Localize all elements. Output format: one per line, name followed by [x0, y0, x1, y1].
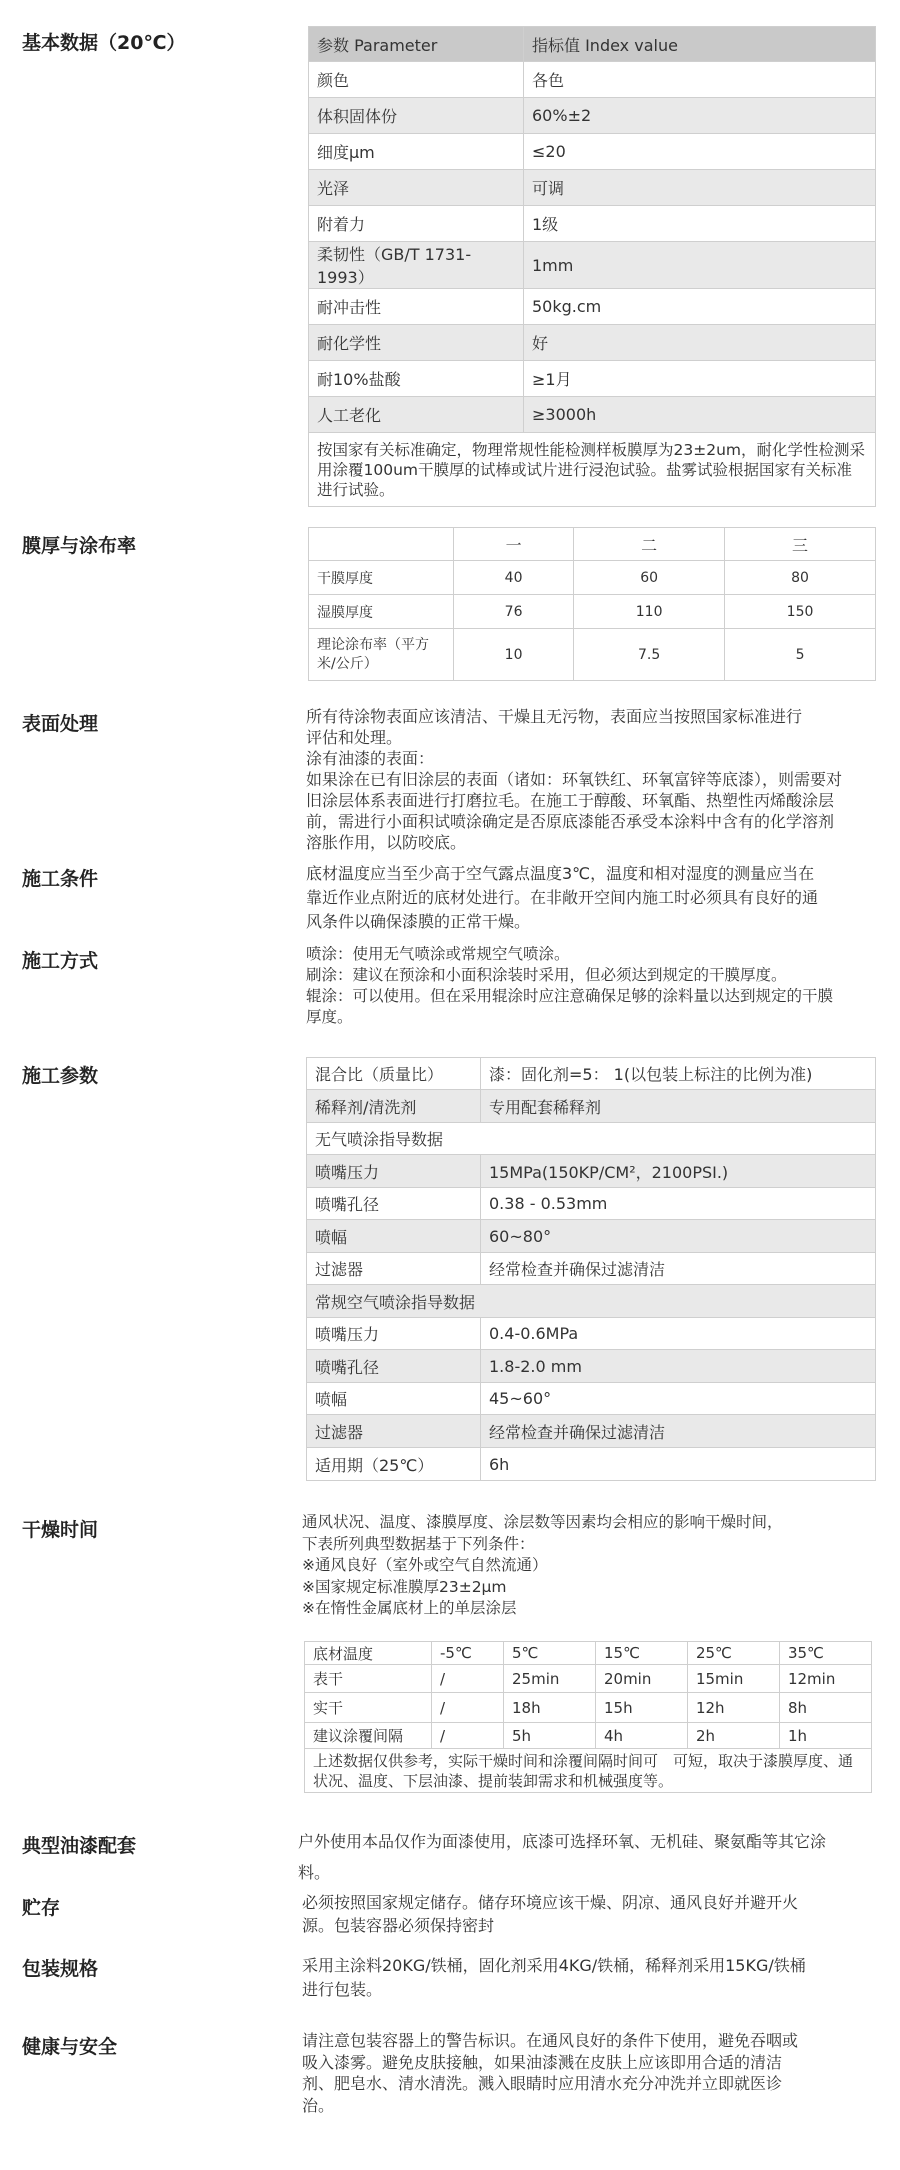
params-label: 过滤器 — [307, 1253, 481, 1285]
params-value: 6h — [481, 1448, 876, 1481]
safety-line: 吸入漆雾。避免皮肤接触，如果油漆溅在皮肤上应该即用合适的清洁 — [302, 2052, 783, 2072]
film-cell: 80 — [725, 561, 876, 595]
condition-text — [306, 862, 818, 934]
params-label: 喷幅 — [307, 1383, 481, 1415]
surface-text — [306, 706, 842, 853]
film-row-label: 湿膜厚度 — [309, 595, 454, 629]
params-value: 60~80° — [481, 1220, 876, 1253]
method-line: 刷涂：建议在预涂和小面积涂装时采用，但必须达到规定的干膜厚度。 — [306, 966, 787, 984]
params-value: 15MPa(150KP/CM²，2100PSI.) — [481, 1155, 876, 1188]
dry-row-label: 建议涂覆间隔 — [305, 1723, 432, 1749]
params-subheading: 常规空气喷涂指导数据 — [307, 1285, 876, 1318]
film-row-label: 干膜厚度 — [309, 561, 454, 595]
basic-value: ≥1月 — [524, 361, 876, 397]
basic-value: 1级 — [524, 206, 876, 242]
params-label: 过滤器 — [307, 1415, 481, 1448]
dry-cell: 15min — [687, 1665, 779, 1693]
params-label: 喷嘴孔径 — [307, 1188, 481, 1220]
surface-line: 涂有油漆的表面： — [306, 749, 435, 768]
basic-param: 耐化学性 — [309, 325, 524, 361]
dry-table — [304, 1641, 872, 1793]
package-line: 采用主涂料20KG/铁桶，固化剂采用4KG/铁桶，稀释剂采用15KG/铁桶 — [302, 1956, 806, 1975]
basic-value: ≤20 — [524, 134, 876, 170]
dry-cell: 25min — [504, 1665, 596, 1693]
dry-text — [302, 1512, 783, 1620]
film-header-col: 三 — [725, 528, 876, 561]
system-heading: 典型油漆配套 — [22, 1835, 137, 1857]
params-value: 1.8-2.0 mm — [481, 1350, 876, 1383]
condition-heading: 施工条件 — [22, 868, 99, 890]
dry-row-label: 实干 — [305, 1693, 432, 1723]
dry-cell: 1h — [779, 1723, 871, 1749]
basic-param: 耐10%盐酸 — [309, 361, 524, 397]
dry-header-label: 底材温度 — [305, 1642, 432, 1665]
params-table — [306, 1057, 876, 1481]
surface-line: 所有待涂物表面应该清洁、干燥且无污物，表面应当按照国家标准进行 — [306, 707, 803, 726]
params-value: 经常检查并确保过滤清洁 — [481, 1253, 876, 1285]
basic-data-table — [308, 26, 876, 507]
dry-cell: 20min — [595, 1665, 687, 1693]
package-line: 进行包装。 — [302, 1980, 383, 1999]
surface-line: 前，需进行小面积试喷涂确定是否原底漆能否承受本涂料中含有的化学溶剂 — [306, 812, 835, 831]
dry-line: ※在惰性金属底材上的单层涂层 — [302, 1599, 517, 1617]
params-subheading: 无气喷涂指导数据 — [307, 1123, 876, 1155]
basic-value: 1mm — [524, 242, 876, 289]
dry-cell: / — [432, 1665, 504, 1693]
basic-param: 耐冲击性 — [309, 289, 524, 325]
dry-cell: 5h — [504, 1723, 596, 1749]
dry-header-temp: 25℃ — [687, 1642, 779, 1665]
basic-note: 按国家有关标准确定，物理常规性能检测样板膜厚为23±2um，耐化学性检测采用涂覆100um干膜厚的试棒或试片进行浸泡试验。盐雾试验根据国家有关标准进行试验。 — [309, 433, 876, 507]
params-label: 喷嘴孔径 — [307, 1350, 481, 1383]
basic-param: 颜色 — [309, 62, 524, 98]
film-header-col: 一 — [454, 528, 574, 561]
dry-row-label: 表干 — [305, 1665, 432, 1693]
dry-cell: 4h — [595, 1723, 687, 1749]
dry-header-temp: 5℃ — [504, 1642, 596, 1665]
surface-line: 评估和处理。 — [306, 728, 403, 747]
params-label: 适用期（25℃） — [307, 1448, 481, 1481]
basic-param: 附着力 — [309, 206, 524, 242]
dry-header-temp: -5℃ — [432, 1642, 504, 1665]
film-row-label: 理论涂布率（平方米/公斤） — [309, 629, 454, 681]
dry-cell: 2h — [687, 1723, 779, 1749]
params-label: 喷嘴压力 — [307, 1318, 481, 1350]
film-cell: 60 — [574, 561, 725, 595]
dry-heading: 干燥时间 — [22, 1519, 99, 1541]
film-header-col: 二 — [574, 528, 725, 561]
dry-line: 通风状况、温度、漆膜厚度、涂层数等因素均会相应的影响干燥时间， — [302, 1513, 783, 1531]
method-line: 辊涂：可以使用。但在采用辊涂时应注意确保足够的涂料量以达到规定的干膜 — [306, 987, 834, 1005]
params-value: 45~60° — [481, 1383, 876, 1415]
system-line: 户外使用本品仅作为面漆使用，底漆可选择环氧、无机硅、聚氨酯等其它涂 — [298, 1832, 827, 1851]
basic-header-param: 参数 Parameter — [309, 27, 524, 62]
basic-param: 柔韧性（GB/T 1731-1993） — [309, 242, 524, 289]
basic-value: ≥3000h — [524, 397, 876, 433]
film-cell: 40 — [454, 561, 574, 595]
film-cell: 150 — [725, 595, 876, 629]
method-text — [306, 944, 833, 1028]
condition-line: 底材温度应当至少高于空气露点温度3℃，温度和相对湿度的测量应当在 — [306, 864, 815, 883]
dry-cell: 15h — [595, 1693, 687, 1723]
params-value: 漆：固化剂=5： 1(以包装上标注的比例为准) — [481, 1058, 876, 1090]
safety-line: 治。 — [302, 2095, 335, 2115]
dry-cell: / — [432, 1723, 504, 1749]
params-value: 专用配套稀释剂 — [481, 1090, 876, 1123]
dry-line: ※国家规定标准膜厚23±2μm — [302, 1577, 507, 1596]
method-heading: 施工方式 — [22, 950, 99, 972]
condition-line: 靠近作业点附近的底材处进行。在非敞开空间内施工时必须具有良好的通 — [306, 888, 819, 907]
params-label: 喷幅 — [307, 1220, 481, 1253]
basic-param: 光泽 — [309, 170, 524, 206]
film-cell: 76 — [454, 595, 574, 629]
basic-param: 人工老化 — [309, 397, 524, 433]
dry-note: 上述数据仅供参考，实际干燥时间和涂覆间隔时间可 可短，取决于漆膜厚度、通 状况、温度、下层油漆、提前装卸需求和机械强度等。 — [305, 1749, 872, 1793]
dry-cell: 18h — [504, 1693, 596, 1723]
storage-line: 源。包装容器必须保持密封 — [302, 1916, 495, 1935]
params-label: 混合比（质量比） — [307, 1058, 481, 1090]
package-text — [302, 1954, 806, 2002]
basic-value: 好 — [524, 325, 876, 361]
dry-line: 下表所列典型数据基于下列条件： — [302, 1534, 535, 1553]
film-header-blank — [309, 528, 454, 561]
film-cell: 7.5 — [574, 629, 725, 681]
surface-line: 旧涂层体系表面进行打磨拉毛。在施工于醇酸、环氧酯、热塑性丙烯酸涂层 — [306, 791, 835, 810]
dry-cell: / — [432, 1693, 504, 1723]
safety-line: 剂、肥皂水、清水清洗。溅入眼睛时应用清水充分冲洗并立即就医诊 — [302, 2074, 783, 2093]
film-heading: 膜厚与涂布率 — [22, 535, 137, 557]
film-table — [308, 527, 876, 681]
package-heading: 包装规格 — [22, 1958, 99, 1980]
condition-line: 风条件以确保漆膜的正常干燥。 — [306, 912, 531, 931]
safety-text — [302, 2030, 798, 2116]
basic-value: 可调 — [524, 170, 876, 206]
basic-header-value: 指标值 Index value — [524, 27, 876, 62]
safety-line: 请注意包装容器上的警告标识。在通风良好的条件下使用，避免吞咽或 — [302, 2031, 799, 2050]
surface-heading: 表面处理 — [22, 713, 99, 735]
method-line: 喷涂：使用无气喷涂或常规空气喷涂。 — [306, 945, 570, 963]
basic-param: 细度μm — [309, 134, 524, 170]
system-line: 料。 — [298, 1863, 331, 1882]
basic-param: 体积固体份 — [309, 98, 524, 134]
basic-value: 50kg.cm — [524, 289, 876, 325]
params-value: 经常检查并确保过滤清洁 — [481, 1415, 876, 1448]
params-heading: 施工参数 — [22, 1065, 99, 1087]
params-value: 0.38 - 0.53mm — [481, 1188, 876, 1220]
basic-value: 各色 — [524, 62, 876, 98]
storage-line: 必须按照国家规定储存。储存环境应该干燥、阴凉、通风良好并避开火 — [302, 1893, 799, 1912]
params-label: 稀释剂/清洗剂 — [307, 1090, 481, 1123]
film-cell: 10 — [454, 629, 574, 681]
method-line: 厚度。 — [306, 1008, 353, 1026]
dry-header-temp: 35℃ — [779, 1642, 871, 1665]
film-cell: 110 — [574, 595, 725, 629]
dry-cell: 12h — [687, 1693, 779, 1723]
dry-cell: 8h — [779, 1693, 871, 1723]
dry-cell: 12min — [779, 1665, 871, 1693]
params-label: 喷嘴压力 — [307, 1155, 481, 1188]
basic-value: 60%±2 — [524, 98, 876, 134]
storage-text — [302, 1891, 798, 1937]
film-cell: 5 — [725, 629, 876, 681]
params-value: 0.4-0.6MPa — [481, 1318, 876, 1350]
dry-line: ※通风良好（室外或空气自然流通） — [302, 1556, 548, 1574]
surface-line: 溶胀作用，以防咬底。 — [306, 833, 467, 852]
safety-heading: 健康与安全 — [22, 2036, 118, 2058]
surface-line: 如果涂在已有旧涂层的表面（诸如：环氧铁红、环氧富锌等底漆），则需要对 — [306, 770, 843, 789]
storage-heading: 贮存 — [22, 1897, 61, 1919]
dry-header-temp: 15℃ — [595, 1642, 687, 1665]
system-text — [298, 1826, 826, 1888]
basic-data-heading: 基本数据（20℃） — [22, 32, 186, 54]
